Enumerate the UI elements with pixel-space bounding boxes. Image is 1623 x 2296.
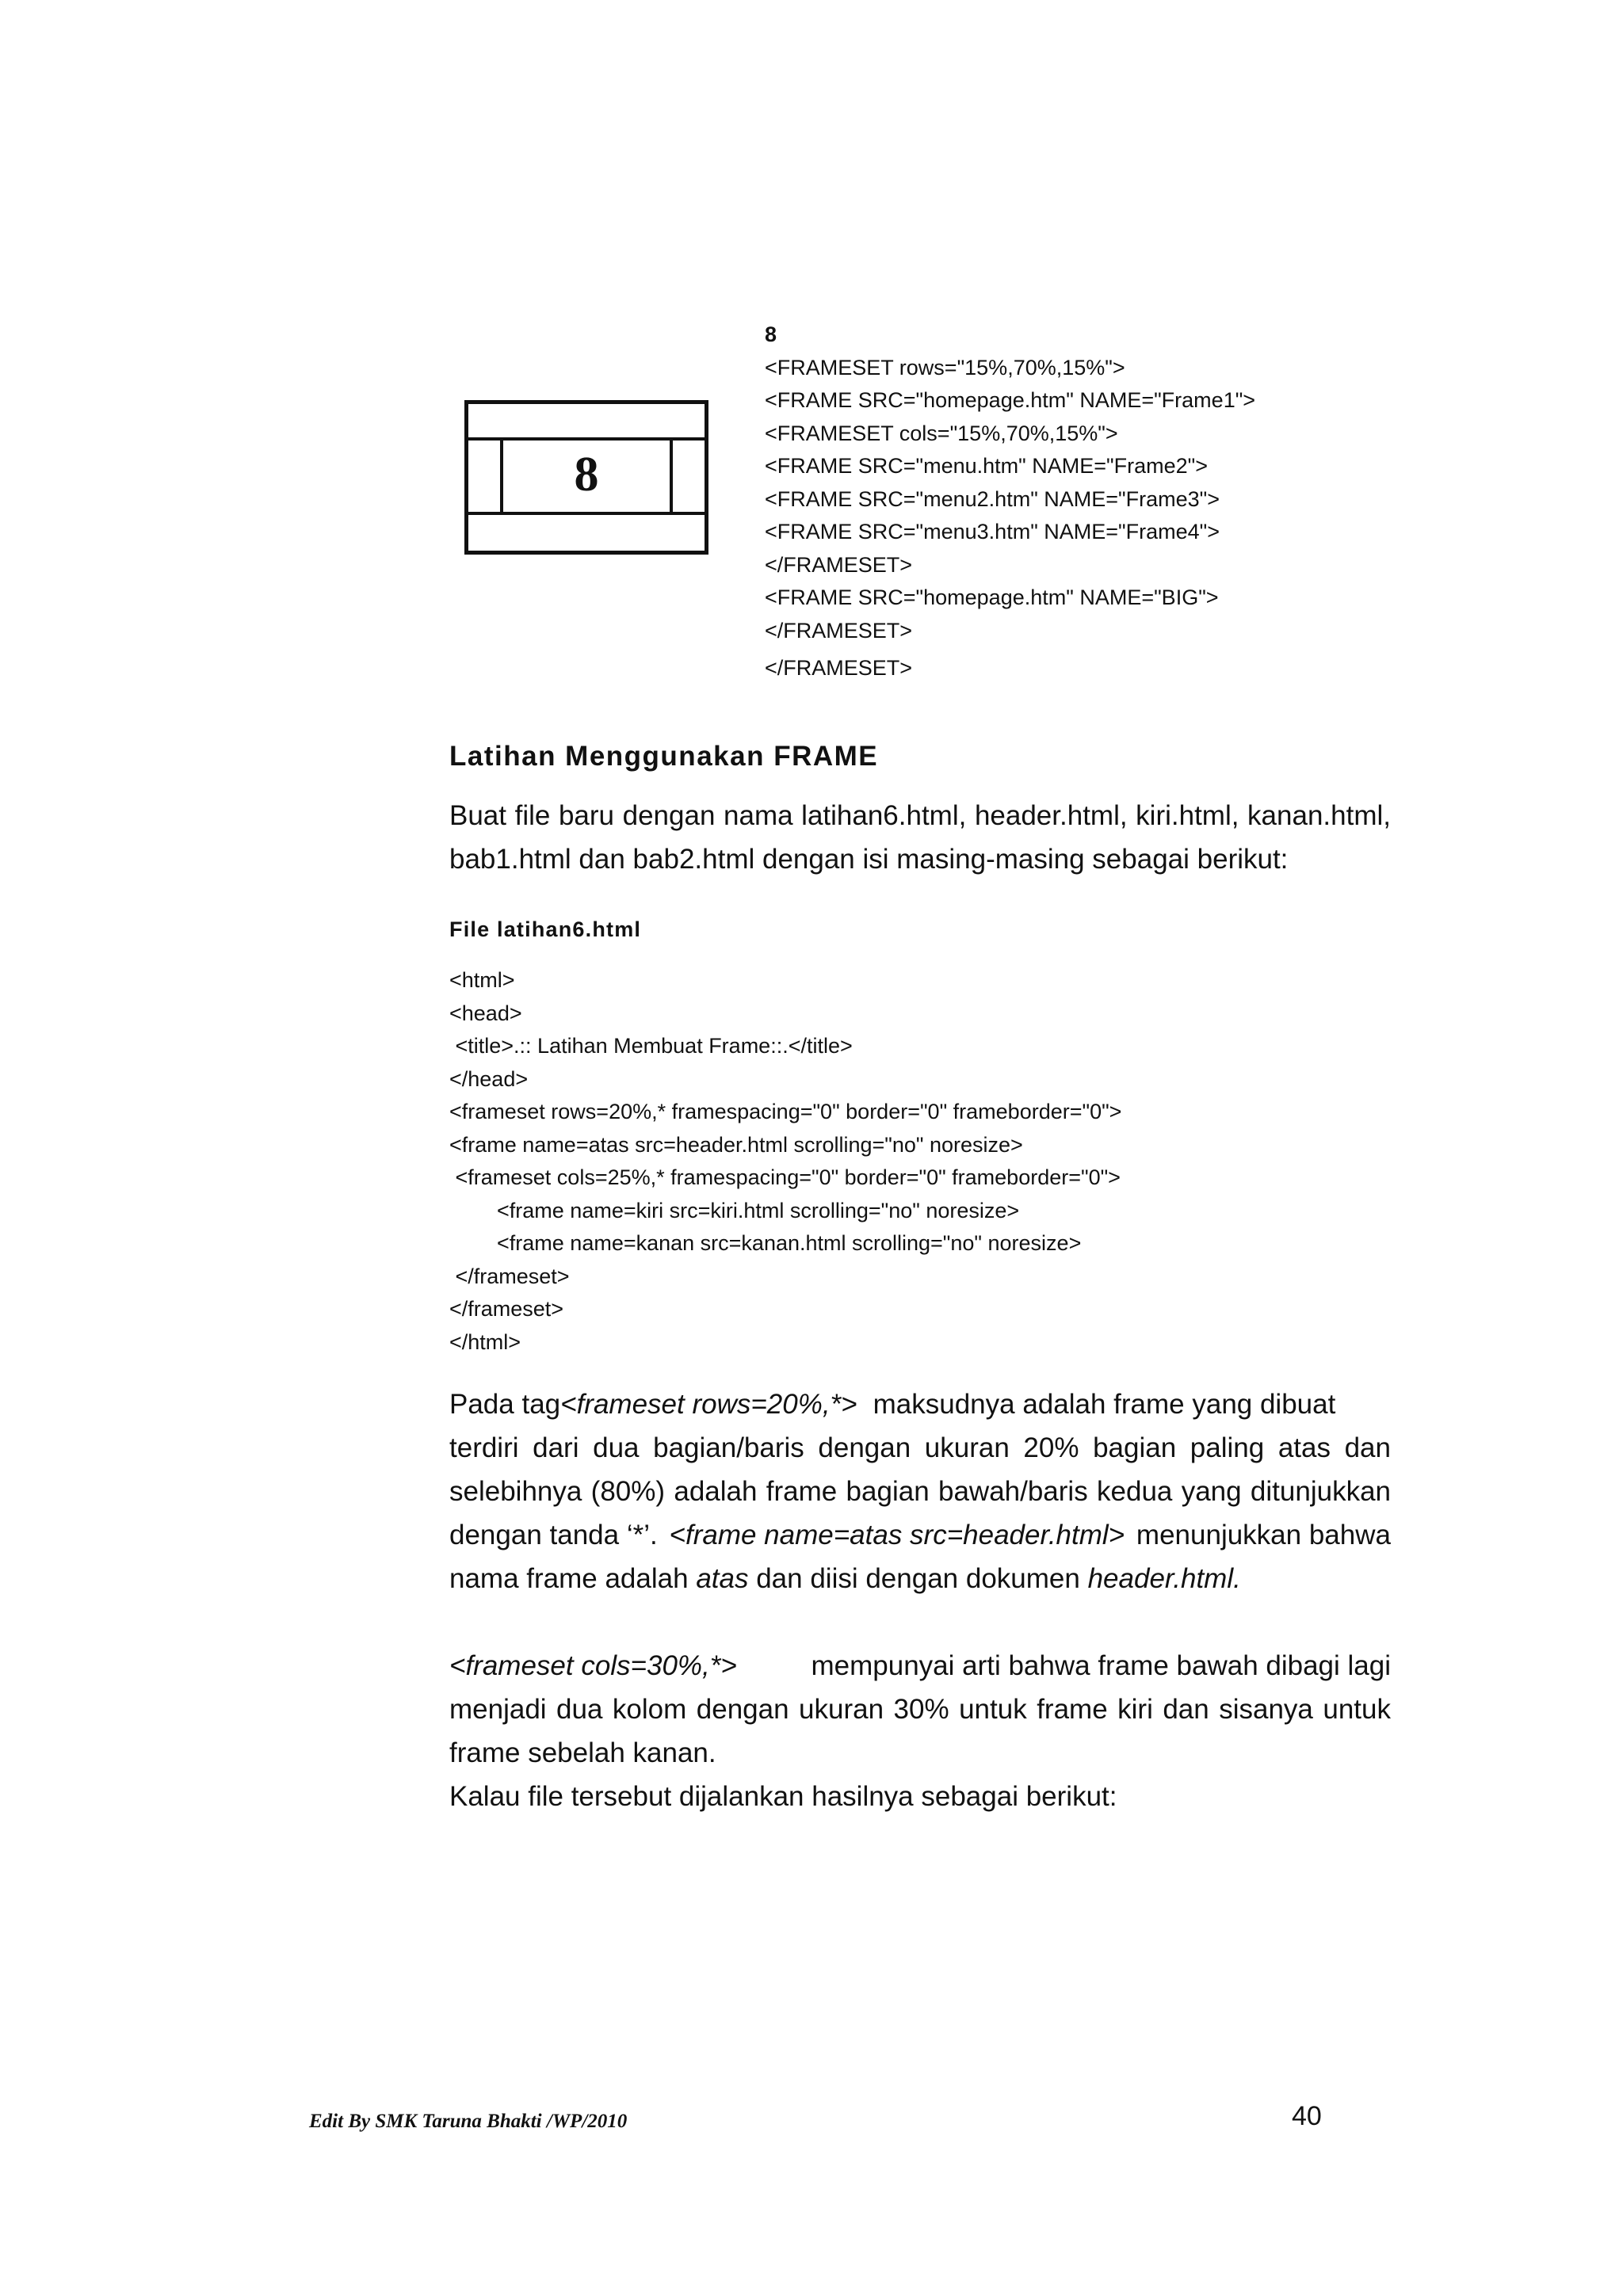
paragraph-line: selebihnya (80%) adalah frame bagian bawah/baris kedua yang ditunjukkan — [449, 1476, 1391, 1507]
code-line: <frame name=kanan src=kanan.html scrolling="no" noresize> — [449, 1231, 1082, 1255]
code-line: <FRAME SRC="homepage.htm" NAME="Frame1"> — [765, 388, 1256, 412]
text: mempunyai arti bahwa frame bawah dibagi lagi — [811, 1650, 1391, 1681]
intro-paragraph — [449, 794, 1391, 881]
code-line: </frameset> — [449, 1264, 570, 1288]
text: menunjukkan bahwa — [1136, 1520, 1391, 1550]
text: nama frame adalah — [449, 1563, 689, 1594]
code-line: </html> — [449, 1329, 521, 1354]
code-line: </frameset> — [449, 1297, 564, 1321]
code-line: </FRAMESET> — [765, 552, 913, 577]
code-line: <FRAME SRC="menu.htm" NAME="Frame2"> — [765, 454, 1208, 478]
frameset-code-block — [765, 318, 1255, 685]
text: maksudnya adalah frame yang dibuat — [873, 1389, 1336, 1420]
paragraph-line — [449, 1513, 1391, 1557]
diagram-number: 8 — [574, 447, 599, 502]
paragraph-line — [449, 1557, 1391, 1600]
code-line: </FRAMESET> — [765, 618, 913, 643]
footer-credit: Edit By SMK Taruna Bhakti /WP/2010 — [309, 2111, 628, 2132]
code-line: <FRAME SRC="homepage.htm" NAME="BIG"> — [765, 585, 1219, 609]
code-line: <frame name=kiri src=kiri.html scrolling="no" noresize> — [449, 1198, 1020, 1222]
emphasis: header.html. — [1087, 1563, 1241, 1594]
explanation-paragraph-1 — [449, 1383, 1391, 1600]
inline-code: <frame name=atas src=header.html> — [669, 1520, 1125, 1550]
paragraph-line: menjadi dua kolom dengan ukuran 30% untuk frame kiri dan sisanya untuk — [449, 1694, 1391, 1725]
paragraph-line: Kalau file tersebut dijalankan hasilnya sebagai berikut: — [449, 1781, 1117, 1812]
html-code-block — [449, 964, 1121, 1359]
paragraph-line: frame sebelah kanan. — [449, 1737, 716, 1768]
paragraph-line — [449, 1383, 1391, 1426]
code-line: <FRAMESET rows="15%,70%,15%"> — [765, 355, 1125, 379]
code-line: </FRAMESET> — [765, 656, 913, 680]
paragraph-line — [449, 1644, 1391, 1688]
inline-code: <frameset rows=20%,*> — [560, 1389, 857, 1420]
code-line: <title>.:: Latihan Membuat Frame::.</title> — [449, 1034, 853, 1058]
inline-code: <frameset cols=30%,*> — [449, 1650, 737, 1681]
code-line: <head> — [449, 1001, 522, 1025]
page-number: 40 — [1292, 2101, 1322, 2131]
emphasis: atas — [696, 1563, 749, 1594]
text: dengan tanda ‘*’. — [449, 1520, 658, 1550]
code-line: <frame name=atas src=header.html scrolling="no" noresize> — [449, 1132, 1023, 1157]
text: dan diisi dengan dokumen — [756, 1563, 1080, 1594]
code-line: 8 — [765, 322, 777, 346]
code-line: <html> — [449, 968, 515, 992]
code-line: </head> — [449, 1066, 529, 1091]
explanation-paragraph-2 — [449, 1644, 1391, 1818]
text: Pada tag — [449, 1389, 561, 1420]
file-heading: File latihan6.html — [449, 917, 642, 941]
code-line: <FRAME SRC="menu3.htm" NAME="Frame4"> — [765, 520, 1220, 543]
code-line: <FRAME SRC="menu2.htm" NAME="Frame3"> — [765, 486, 1220, 511]
paragraph-line: Buat file baru dengan nama latihan6.html, header.html, kiri.html, kanan.html, — [449, 800, 1391, 831]
paragraph-line: terdiri dari dua bagian/baris dengan ukuran 20% bagian paling atas dan — [449, 1432, 1391, 1463]
section-heading: Latihan Menggunakan FRAME — [449, 741, 879, 772]
paragraph-line: bab1.html dan bab2.html dengan isi masing-masing sebagai berikut: — [449, 844, 1289, 875]
frame-layout-diagram — [464, 400, 708, 555]
code-line: <FRAMESET cols="15%,70%,15%"> — [765, 421, 1118, 445]
code-line: <frameset rows=20%,* framespacing="0" border="0" frameborder="0"> — [449, 1100, 1122, 1123]
code-line: <frameset cols=25%,* framespacing="0" border="0" frameborder="0"> — [449, 1165, 1121, 1189]
